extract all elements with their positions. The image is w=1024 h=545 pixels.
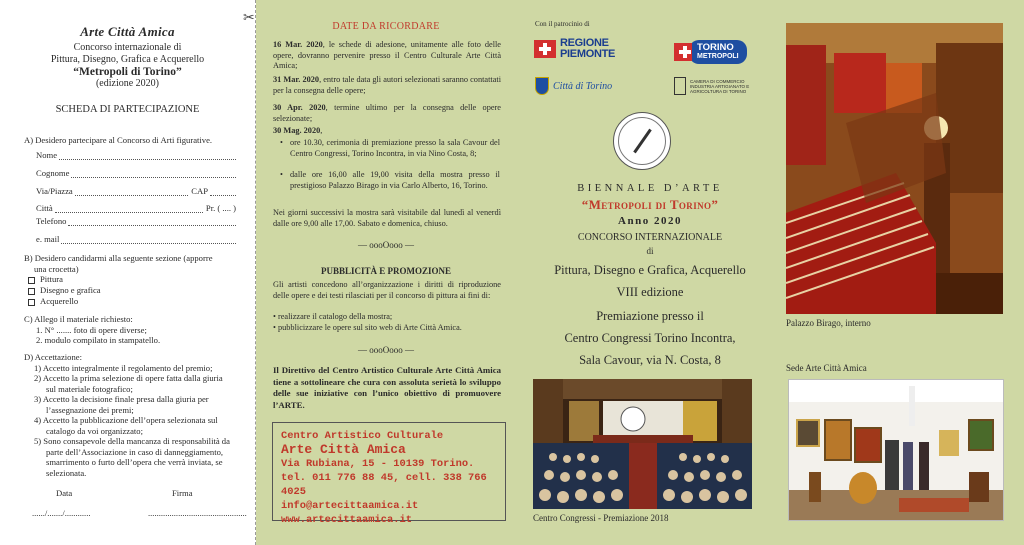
form-subtitle-2: Pittura, Disegno, Grafica e Acquerello bbox=[50, 54, 205, 65]
date-item-1: 16 Mar. 2020, le schede di adesione, unitamente alle foto delle opere, dovranno pervenire presso il Centro Culturale Arte Città Amica; bbox=[273, 40, 501, 71]
signature-label: Firma bbox=[172, 488, 193, 498]
exhibition-note: Nei giorni successivi la mostra sarà visitabile dal lunedì al venerdì dalle ore 9,00 alle 17,00. Sabato e domenica, chiuso. bbox=[273, 208, 501, 228]
pen-icon bbox=[633, 129, 652, 154]
dates-header: DATE DA RICORDARE bbox=[332, 21, 440, 32]
award-location-2: Centro Congressi Torino Incontra, bbox=[564, 331, 736, 345]
surname-field[interactable]: Cognome bbox=[36, 168, 236, 178]
building-icon bbox=[674, 77, 686, 95]
regione-piemonte-logo: REGIONE PIEMONTE bbox=[534, 38, 615, 60]
checkbox[interactable] bbox=[28, 299, 35, 306]
brand-title: Arte Città Amica bbox=[80, 24, 175, 39]
publicity-title: PUBBLICITÀ E PROMOZIONE bbox=[320, 266, 452, 276]
address-field[interactable]: Via/Piazza CAP bbox=[36, 186, 236, 196]
scissors-icon: ✂ bbox=[243, 10, 255, 26]
chamber-of-commerce-logo: CAMERA DI COMMERCIO INDUSTRIA ARTIGIANATO E AGRICOLTURA DI TORINO bbox=[674, 77, 750, 95]
publicity-bullet-1: • realizzare il catalogo della mostra; bbox=[273, 312, 393, 321]
citta-di-torino-logo: Città di Torino bbox=[535, 77, 612, 95]
conference-hall-photo bbox=[533, 379, 752, 509]
website-link[interactable]: www.artecittaamica.it bbox=[281, 514, 412, 526]
conference-photo-caption: Centro Congressi - Premiazione 2018 bbox=[533, 513, 669, 523]
sede-caption: Sede Arte Città Amica bbox=[786, 363, 867, 373]
publicity-text: Gli artisti concedono all’organizzazione i diritti di riproduzione delle opere e dei testi rilasciati per il concorso di pittura ai fini di: bbox=[273, 280, 501, 300]
name-field[interactable]: Nome bbox=[36, 150, 236, 160]
date-item-3: 30 Apr. 2020, termine ultimo per la consegna delle opere selezionate; bbox=[273, 103, 501, 123]
board-statement: Il Direttivo del Centro Artistico Culturale Arte Città Amica tiene a sottolineare che cura con assoluta serietà lo sviluppo delle sue iniziative con l’unico obiettivo di promuovere l’ARTE. bbox=[273, 365, 501, 410]
shield-icon bbox=[535, 77, 549, 95]
form-subtitle-1: Concorso internazionale di bbox=[73, 42, 182, 53]
date-item-2: 31 Mar. 2020, entro tale data gli autori selezionati saranno contattati per la consegna delle opere; bbox=[273, 75, 501, 95]
date-label: Data bbox=[56, 488, 73, 498]
biennale-title: BIENNALE D’ARTE bbox=[577, 183, 723, 194]
form-edition: (edizione 2020) bbox=[95, 78, 160, 89]
contest-edition: VIII edizione bbox=[616, 285, 684, 299]
contact-box: Centro Artistico Culturale Arte Città Amica Via Rubiana, 15 - 10139 Torino. tel. 011 776 88 45, cell. 338 766 4025 info@artecittaamica.it www.artecittaamica.it bbox=[272, 422, 506, 521]
patronage-label: Con il patrocinio di bbox=[535, 20, 590, 28]
award-location-1: Premiazione presso il bbox=[596, 309, 704, 323]
contest-type: CONCORSO INTERNAZIONALE bbox=[577, 232, 723, 243]
date-bullet-2: • dalle ore 16,00 alle 19,00 visita della mostra presso il prestigioso Palazzo Birago in via Carlo Alberto, 16, Torino. bbox=[280, 170, 500, 190]
registration-form-panel bbox=[0, 0, 256, 545]
section-d-label: D) Accettazione: 1) Accetto integralmente il regolamento del premio; 2) Accetto la prima selezione di opere fatta dalla giuria sul materiale fotografico; 3) Accetto la decisione finale presa dalla giuria per l’assegnazione dei premi; 4) Accetto la pubblicazione dell’opera selezionata sul catalogo da voi organizzato; 5) Sono consapevole della mancanza di responsabilità da parte dell’Associazione in caso di danneggiamento, smarrimento o furto dell’opera che verrà inviata, se selezionata. bbox=[24, 352, 230, 478]
checkbox[interactable] bbox=[28, 277, 35, 284]
flag-icon bbox=[534, 40, 556, 58]
contest-di: di bbox=[646, 246, 654, 256]
palazzo-birago-photo bbox=[786, 23, 1003, 314]
flag-icon bbox=[674, 43, 692, 61]
separator: — oooOooo — bbox=[358, 240, 414, 250]
dates-panel bbox=[264, 0, 508, 545]
contest-title: “Metropoli di Torino” bbox=[581, 197, 719, 212]
form-contest-title: “Metropoli di Torino” bbox=[73, 66, 182, 78]
date-item-4: 30 Mag. 2020, bbox=[273, 126, 323, 135]
section-b-label: B) Desidero candidarmi alla seguente sezione (apporre una crocetta) bbox=[24, 253, 213, 274]
contest-year: Anno 2020 bbox=[618, 215, 682, 227]
section-option-disegno[interactable]: Disegno e grafica bbox=[28, 285, 101, 296]
award-location-3: Sala Cavour, via N. Costa, 8 bbox=[579, 353, 721, 367]
publicity-bullet-2: • pubblicizzare le opere sul sito web di Arte Città Amica. bbox=[273, 323, 462, 332]
photos-panel bbox=[786, 0, 1024, 545]
signature-input[interactable]: .............................................. bbox=[148, 508, 247, 518]
association-seal-logo bbox=[613, 112, 671, 170]
contest-categories: Pittura, Disegno e Grafica, Acquerello bbox=[554, 263, 746, 277]
email-link[interactable]: info@artecittaamica.it bbox=[281, 500, 419, 512]
torino-metropoli-logo: TORINO METROPOLI bbox=[674, 40, 747, 64]
phone-field[interactable]: Telefono bbox=[36, 216, 236, 226]
gallery-photo bbox=[788, 379, 1004, 521]
email-field[interactable]: e. mail bbox=[36, 234, 236, 244]
section-option-acquerello[interactable]: Acquerello bbox=[28, 296, 78, 307]
section-a-label: A) Desidero partecipare al Concorso di Arti figurative. bbox=[24, 135, 213, 145]
separator: — oooOooo — bbox=[358, 345, 414, 355]
city-field[interactable]: Città Pr. ( .... ) bbox=[36, 203, 236, 213]
date-input[interactable]: ....../......./............ bbox=[32, 508, 91, 518]
form-heading: SCHEDA DI PARTECIPAZIONE bbox=[55, 104, 200, 115]
palazzo-caption: Palazzo Birago, interno bbox=[786, 318, 871, 328]
cover-panel bbox=[524, 0, 776, 545]
section-c-label: C) Allego il materiale richiesto: 1. N° ....... foto di opere diverse; 2. modulo compilato in stampatello. bbox=[24, 314, 161, 345]
date-bullet-1: • ore 10.30, cerimonia di premiazione presso la sala Cavour del Centro Congressi, Torino Incontra, in via Nino Costa, 8; bbox=[280, 138, 500, 158]
checkbox[interactable] bbox=[28, 288, 35, 295]
section-option-pittura[interactable]: Pittura bbox=[28, 274, 63, 285]
